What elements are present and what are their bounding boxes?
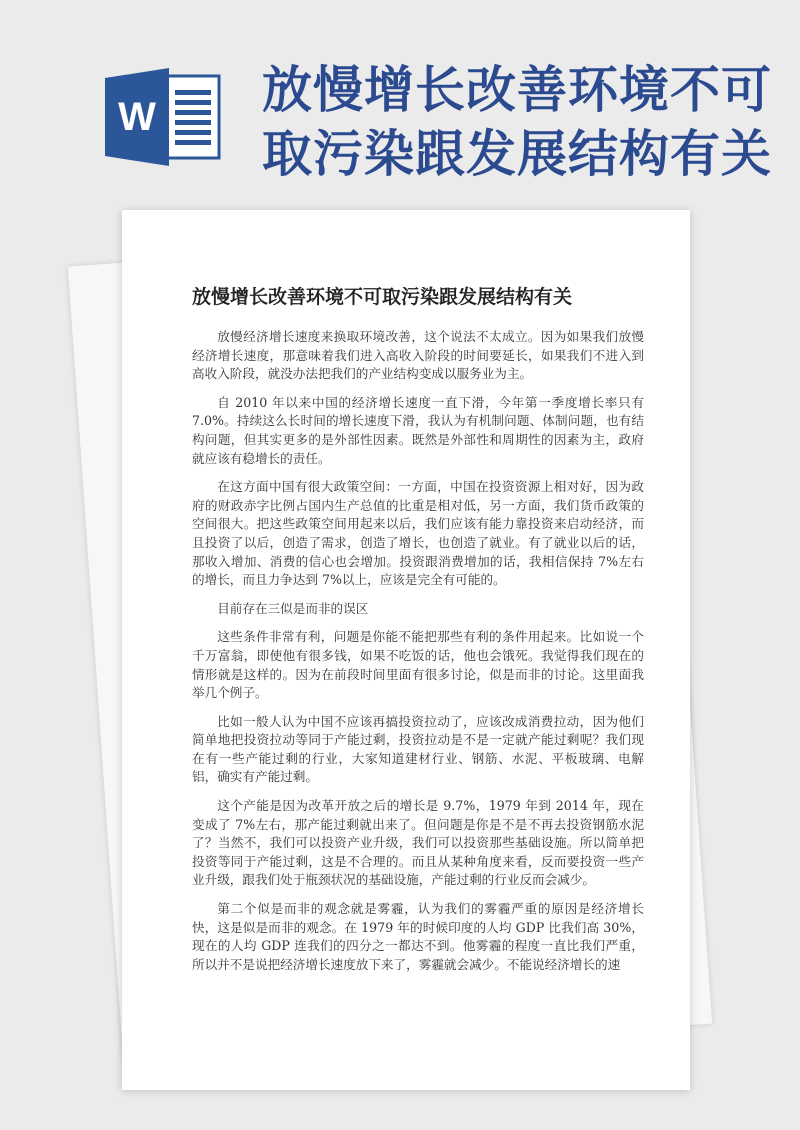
paragraph-5: 比如一般人认为中国不应该再搞投资拉动了，应该改成消费拉动，因为他们简单地把投资拉动等同于产能过剩，投资拉动是不是一定就产能过剩呢？我们现在有一些产能过剩的行业，大家知道建材行业、钢筋、水泥、平板玻璃、电解铝，确实有产能过剩。 <box>192 713 644 785</box>
paragraph-3: 在这方面中国有很大政策空间：一方面，中国在投资资源上相对好，因为政府的财政赤字比例占国内生产总值的比重是相对低，另一方面，我们货币政策的空间很大。把这些政策空间用起来以后，我们应该有能力靠投资来启动经济，而且投资了以后，创造了需求，创造了增长，也创造了就业。有了就业以后的话，那收入增加、消费的信心也会增加。投资跟消费增加的话，我相信保持 7%左右的增长，而且力争达到 7%以上，应该是完全有可能的。 <box>192 479 644 588</box>
paragraph-6: 这个产能是因为改革开放之后的增长是 9.7%，1979 年到 2014 年，现在变成了 7%左右，那产能过剩就出来了。但问题是你是不是不再去投资钢筋水泥了？当然不，我们可以投资产业升级，我们可以投资那些基础设施。所以简单把投资等同于产能过剩，这是不合理的。而且从某种角度来看，反而要投资一些产业升级，跟我们处于瓶颈状况的基础设施，产能过剩的行业反而会减少。 <box>192 798 644 888</box>
section-subheading: 目前存在三似是而非的误区 <box>217 600 369 616</box>
paragraph-7: 第二个似是而非的观念就是雾霾，认为我们的雾霾严重的原因是经济增长快，这是似是而非的观念。在 1979 年的时候印度的人均 GDP 比我们高 30%，现在的人均 GDP 连我们的四分之一都达不到。他雾霾的程度一直比我们严重，所以并不是说把经济增长速度放下来了，雾霾就会减少。不能说经济增长的速 <box>192 901 644 972</box>
document-title: 放慢增长改善环境不可取污染跟发展结构有关 <box>192 286 573 308</box>
paragraph-1: 放慢经济增长速度来换取环境改善，这个说法不太成立。因为如果我们放慢经济增长速度，那意味着我们进入高收入阶段的时间要延长，如果我们不进入到高收入阶段，就没办法把我们的产业结构变成以服务业为主。 <box>192 329 644 382</box>
banner-title-line-1: 放慢增长改善环境不可 <box>262 60 772 119</box>
banner-title <box>262 58 792 186</box>
paragraph-2: 自 2010 年以来中国的经济增长速度一直下滑，今年第一季度增长率只有 7.0%。持续这么长时间的增长速度下滑，我认为有机制问题、体制问题，也有结构问题，但其实更多的是外部性因素。既然是外部性和周期性的因素为主，政府就应该有稳增长的责任。 <box>192 394 644 466</box>
paragraph-4: 这些条件非常有利，问题是你能不能把那些有利的条件用起来。比如说一个千万富翁，即使他有很多钱，如果不吃饭的话，他也会饿死。我觉得我们现在的情形就是这样的。因为在前段时间里面有很多讨论，似是而非的讨论。这里面我举几个例子。 <box>192 629 644 701</box>
word-logo-letter: W <box>118 95 156 139</box>
banner-title-line-2: 取污染跟发展结构有关 <box>262 124 772 183</box>
document-body <box>192 328 644 984</box>
header-banner <box>0 0 800 205</box>
word-document-icon <box>103 68 223 166</box>
document-page[interactable] <box>122 210 690 1090</box>
